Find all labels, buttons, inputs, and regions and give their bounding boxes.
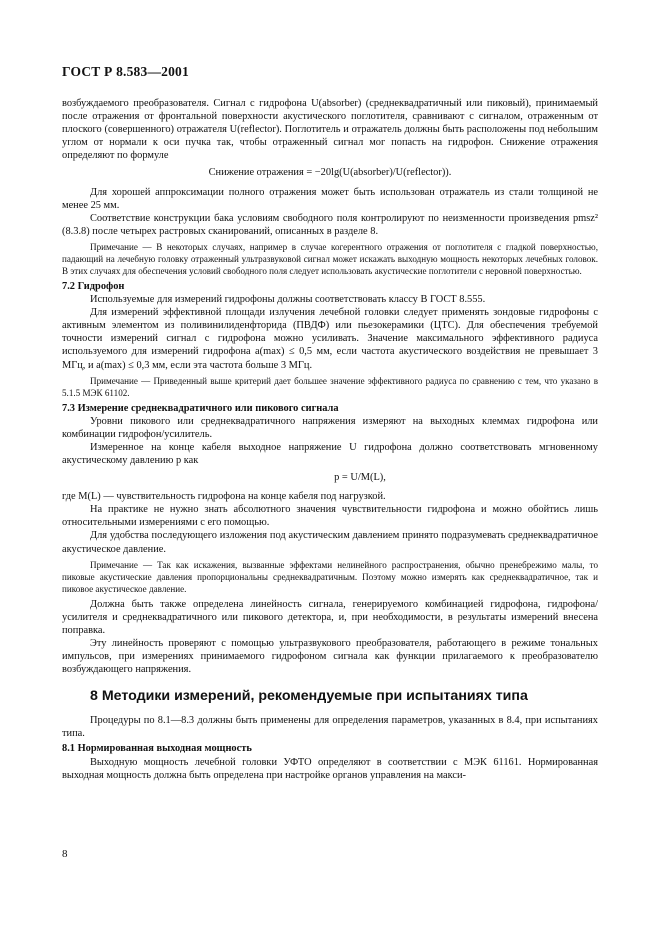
- paragraph-output-power: Выходную мощность лечебной головки УФТО определяют в соответствии с МЭК 61161. Нормированная выходная мощность должна быть определена при настройке органов управления на макси-: [62, 756, 598, 781]
- paragraph-linearity: Должна быть также определена линейность сигнала, генерируемого комбинацией гидрофона, гидрофона/усилителя и среднеквадратичного или пикового детектора, и, при необходимости, в результаты измерений внесена поправка.: [62, 598, 598, 636]
- page-body: [62, 97, 598, 782]
- note-effective-radius: Примечание — Приведенный выше критерий дает большее значение эффективного радиуса по сравнению с тем, что указано в 5.1.5 МЭК 61102.: [62, 375, 598, 398]
- paragraph-free-field-check: Соответствие конструкции бака условиям свободного поля контролируют по неизменности произведения pmsz² (8.3.8) после четырех растровых сканирований, описанных в разделе 8.: [62, 212, 598, 237]
- page-number: 8: [62, 848, 68, 860]
- paragraph-relative-measurements: На практике не нужно знать абсолютного значения чувствительности гидрофона и можно обойтись лишь относительными измерениями с его помощью.: [62, 504, 598, 529]
- section-7-2-heading: 7.2 Гидрофон: [62, 280, 125, 292]
- paragraph-voltage-levels: Уровни пикового или среднеквадратичного напряжения измеряют на выходных клеммах гидрофона или комбинации гидрофон/усилитель.: [62, 415, 598, 440]
- formula-pressure: p = U/M(L),: [334, 472, 386, 484]
- section-8-heading: 8 Методики измерений, рекомендуемые при испытаниях типа: [90, 688, 528, 705]
- note-nonlinear-effects: Примечание — Так как искажения, вызванные эффектами нелинейного распространения, обычно пренебрежимо малы, то пиковые акустические давления пропорциональны среднеквадратичным. Поэтому можно измерять как среднеквадратичное, так и пиковое акустическое давление.: [62, 559, 598, 594]
- paragraph-steel-reflector: Для хорошей аппроксимации полного отражения может быть использован отражатель из стали толщиной не менее 25 мм.: [62, 186, 598, 211]
- paragraph-linearity-check: Эту линейность проверяют с помощью ультразвукового преобразователя, работающего в режиме тональных импульсов, при измерениях принимаемого гидрофоном сигнала как функции прилагаемого к преобразователю возбуждающего напряжения.: [62, 637, 598, 676]
- note-coherent-reflection: Примечание — В некоторых случаях, например в случае когерентного отражения от поглотителя с гладкой поверхностью, падающий на лечебную головку отраженный ультразвуковой сигнал может искажать выходную мощность некоторых лечебных головок. В этих случаях для обеспечения условий свободного поля следует использовать акустические поглотители с неровной поверхностью.: [62, 241, 598, 276]
- paragraph-output-voltage: Измеренное на конце кабеля выходное напряжение U гидрофона должно соответствовать мгновенному акустическому давлению p как: [62, 441, 598, 466]
- page-header: ГОСТ Р 8.583—2001: [62, 64, 189, 79]
- paragraph-rms-pressure: Для удобства последующего изложения под акустическим давлением принято подразумевать среднеквадратичное акустическое давление.: [62, 530, 598, 555]
- paragraph-sensitivity-definition: где M(L) — чувствительность гидрофона на конце кабеля под нагрузкой.: [62, 491, 386, 503]
- section-7-3-heading: 7.3 Измерение среднеквадратичного или пикового сигнала: [62, 402, 339, 414]
- formula-reflection-reduction: Снижение отражения = −20lg(U(absorber)/U(reflector)).: [208, 167, 452, 179]
- paragraph-procedures: Процедуры по 8.1—8.3 должны быть применены для определения параметров, указанных в 8.4, при испытаниях типа.: [62, 715, 598, 740]
- paragraph-hydrophone-class: Используемые для измерений гидрофоны должны соответствовать классу В ГОСТ 8.555.: [90, 294, 486, 306]
- paragraph-hydrophone-requirements: Для измерений эффективной площади излучения лечебной головки следует применять зондовые гидрофоны с активным элементом из поливинилиденфторида (ПВДФ) или пьезокерамики (ЦТС). Для обеспечения требуемой точности измерений сигнал с гидрофона можно усиливать. Значение максимального эффективного радиуса используемого для измерений гидрофона a(max) ≤ 0,5 мм, если частота акустического воздействия не превышает 3 МГц, и a(max) ≤ 0,3 мм, если эта частота больше 3 МГц.: [62, 307, 598, 371]
- section-8-1-heading: 8.1 Нормированная выходная мощность: [62, 743, 252, 755]
- paragraph-absorber-comparison: возбуждаемого преобразователя. Сигнал с гидрофона U(absorber) (среднеквадратичный или пиковый), принимаемый после отражения от фронтальной поверхности акустического поглотителя, сравнивают с сигналом, отраженным от плоского (совершенного) отражателя U(reflector). Поглотитель и отражатель должны быть расположены под небольшим углом от нормали к оси пучка так, чтобы отраженный сигнал мог попасть на гидрофон. Снижение отражения определяют по формуле: [62, 98, 598, 162]
